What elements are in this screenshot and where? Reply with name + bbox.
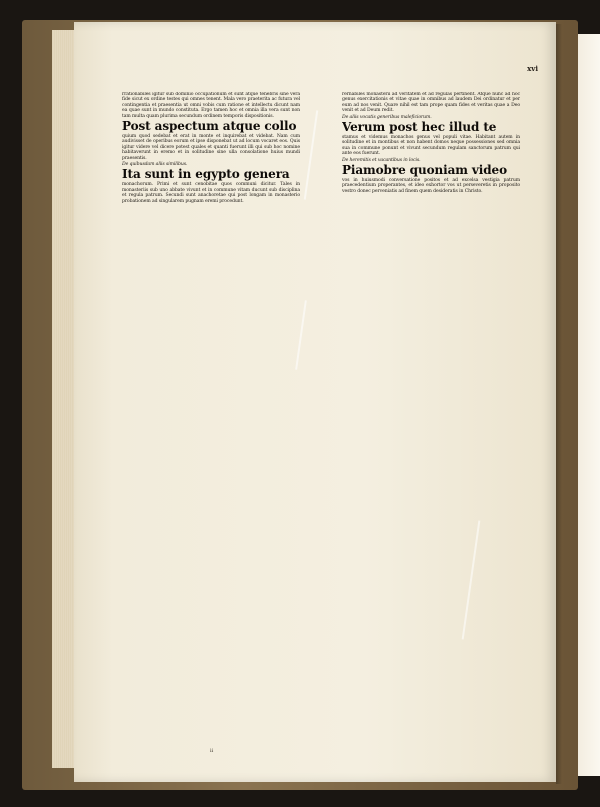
right-caption-1: De aliis vocatis generibus maleficiorum. <box>342 114 432 120</box>
right-heading-2: Piamobre quoniam video <box>342 163 507 178</box>
left-caption-1: De quibusdam aliis similibus. <box>122 162 188 168</box>
left-heading-1: Post aspectum atque collo <box>122 119 297 134</box>
right-paragraph-1: rernabiles monasterii ad veritatem et ad regulas pertinent. Atque nunc ad hoc genus exercitationis et vitae quae in omnibus ad laudem Dei ordinatur et per eum ad nos venit. Quare nihil est tam prope quam fides et veritas quae a Deo venit et ad Deum redit. <box>342 92 520 114</box>
left-heading-2: Ita sunt in egypto genera <box>122 167 290 182</box>
footer-signature: ii <box>210 748 214 754</box>
page-fold-shadow <box>556 24 562 784</box>
left-paragraph-1: rrationabiles igitur sub dominio occupationum et sunt atque tenebris sine vera fide sicut ex ordine testes qui omnes tenent. Mala vero praeterita ac futura vel contingentia et praesentia ut omni vobis cum ratione et intellectu dicunt nam ea quae sunt in mundo constituta. Ergo tamen hoc et omnia illa vera sunt non tam multa quam plurima secundum ordinem temporis dispositionis. <box>122 92 300 119</box>
left-text-column <box>122 92 300 732</box>
right-heading-1: Verum post hec illud te <box>342 120 497 135</box>
folio-number: xvi <box>527 64 538 73</box>
left-paragraph-2: quium quod sedebat et erat in monte et inquirebat et videbat. Nam cum audivisset de operibus eorum et ipse disponebat ut ad locum vocaret eos. Quis igitur videre vel dicere potest quales et quanti fuerunt illi qui sub hoc nomine habitaverunt in eremo et in solitudine sine ulla consolatione huius mundi praesentis. <box>122 134 300 161</box>
facing-page-edge <box>578 34 600 776</box>
page-edges <box>52 30 76 768</box>
right-caption-2: De heremitis et vacantibus in locis. <box>342 157 421 163</box>
right-paragraph-2: stamus et videmus monachos genus vel populi vitae. Habitant autem in solitudine et in montibus et non habent domos neque possessiones sed omnia sua in commune ponunt et vivunt secundum regulam sanctorum patrum qui ante eos fuerunt. <box>342 135 520 157</box>
right-paragraph-3: vos in huiusmodi conversatione positos et ad excelsa vestigia patrum praecedentium properantes, et ideo exhortor vos ut perseveretis in proposito vestro donec perveniatis ad finem quem desideratis in Christo. <box>342 178 520 194</box>
left-paragraph-3: monachorum. Primi et sunt cenobitae quos communi dicitur. Tales in monasteriis sub uno abbate vivunt et in commune vitam ducunt sub disciplina et regula patrum. Secundi sunt anachoretae qui post longam in monasterio probationem ad singularem pugnam eremi procedunt. <box>122 182 300 204</box>
right-text-column <box>342 92 520 732</box>
